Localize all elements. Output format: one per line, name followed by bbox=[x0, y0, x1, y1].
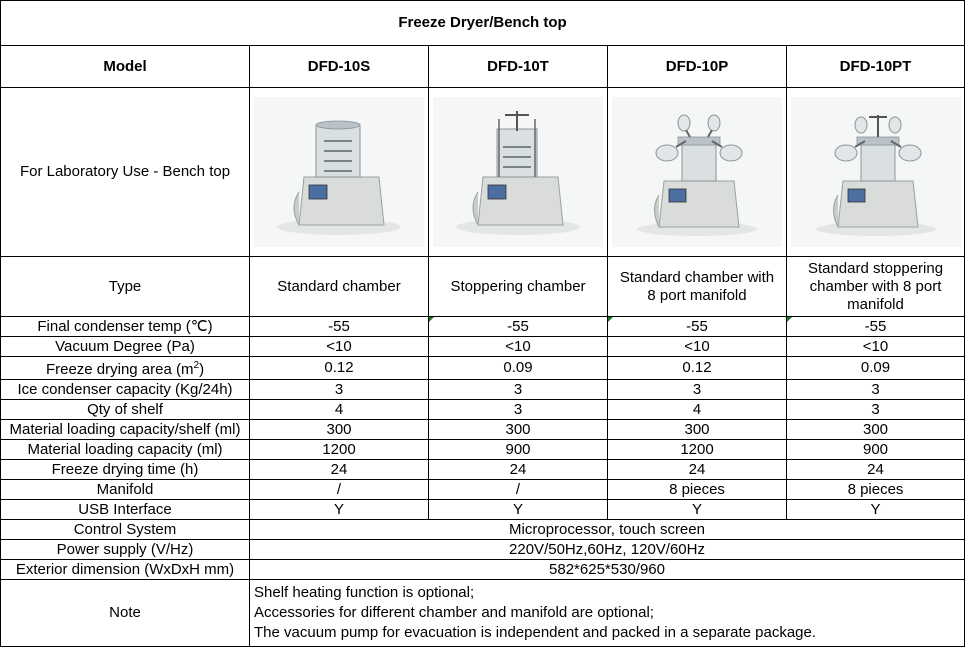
spec-value: <10 bbox=[787, 337, 965, 357]
spec-label-main: Freeze drying area (m bbox=[45, 361, 194, 378]
spec-label: Ice condenser capacity (Kg/24h) bbox=[1, 380, 250, 400]
spec-value: -55 bbox=[608, 317, 787, 337]
model-header-row bbox=[1, 46, 965, 88]
spec-value: -55 bbox=[250, 317, 429, 337]
product-image-cell bbox=[787, 88, 965, 257]
spec-value: 300 bbox=[787, 420, 965, 440]
spec-value: 900 bbox=[787, 440, 965, 460]
spec-value: Y bbox=[429, 500, 608, 520]
shared-value: Microprocessor, touch screen bbox=[250, 520, 965, 540]
spec-row bbox=[1, 460, 965, 480]
spec-value: 8 pieces bbox=[608, 480, 787, 500]
spec-value: 24 bbox=[787, 460, 965, 480]
note-content bbox=[250, 580, 965, 647]
type-value: Standard stoppering chamber with 8 port manifold bbox=[787, 257, 965, 317]
model-name: DFD-10T bbox=[429, 46, 608, 88]
spec-value: Y bbox=[787, 500, 965, 520]
spec-row bbox=[1, 380, 965, 400]
shared-label: Power supply (V/Hz) bbox=[1, 540, 250, 560]
model-name: DFD-10S bbox=[250, 46, 429, 88]
spec-row bbox=[1, 317, 965, 337]
shared-value: 582*625*530/960 bbox=[250, 560, 965, 580]
spec-value: 24 bbox=[429, 460, 608, 480]
spec-value: 24 bbox=[250, 460, 429, 480]
spec-value: <10 bbox=[250, 337, 429, 357]
type-value: Standard chamber bbox=[250, 257, 429, 317]
note-line: Accessories for different chamber and manifold are optional; bbox=[254, 604, 654, 621]
table-title: Freeze Dryer/Bench top bbox=[1, 1, 965, 46]
note-line: The vacuum pump for evacuation is independent and packed in a separate package. bbox=[254, 624, 817, 641]
spec-row bbox=[1, 500, 965, 520]
spec-value: 300 bbox=[429, 420, 608, 440]
model-name: DFD-10P bbox=[608, 46, 787, 88]
image-row-label: For Laboratory Use - Bench top bbox=[1, 88, 250, 257]
type-value: Stoppering chamber bbox=[429, 257, 608, 317]
spec-label-end: ) bbox=[199, 361, 205, 378]
spec-label: Material loading capacity/shelf (ml) bbox=[1, 420, 250, 440]
model-name: DFD-10PT bbox=[787, 46, 965, 88]
spec-label: Freeze drying time (h) bbox=[1, 460, 250, 480]
note-row bbox=[1, 580, 965, 647]
spec-label: USB Interface bbox=[1, 500, 250, 520]
spec-value: / bbox=[250, 480, 429, 500]
spec-value: 1200 bbox=[250, 440, 429, 460]
spec-row bbox=[1, 440, 965, 460]
freeze-dryer-manifold-icon bbox=[612, 97, 782, 247]
spec-label-sup: 2 bbox=[193, 360, 200, 371]
spec-row bbox=[1, 357, 965, 380]
spec-label: Final condenser temp (℃) bbox=[1, 317, 250, 337]
model-label: Model bbox=[1, 46, 250, 88]
spec-value: 300 bbox=[250, 420, 429, 440]
note-line: Shelf heating function is optional; bbox=[254, 584, 475, 601]
spec-value: 0.09 bbox=[787, 357, 965, 380]
shared-row bbox=[1, 520, 965, 540]
spec-value: / bbox=[429, 480, 608, 500]
image-row bbox=[1, 88, 965, 257]
spec-value: 3 bbox=[787, 380, 965, 400]
spec-label: Manifold bbox=[1, 480, 250, 500]
spec-value: 3 bbox=[250, 380, 429, 400]
freeze-dryer-stoppering-icon bbox=[433, 97, 603, 247]
spec-value: -55 bbox=[787, 317, 965, 337]
spec-value: 3 bbox=[429, 380, 608, 400]
spec-value: -55 bbox=[429, 317, 608, 337]
spec-value: 1200 bbox=[608, 440, 787, 460]
spec-row bbox=[1, 480, 965, 500]
spec-label: Qty of shelf bbox=[1, 400, 250, 420]
product-image-cell bbox=[608, 88, 787, 257]
spec-value: 3 bbox=[608, 380, 787, 400]
shared-value: 220V/50Hz,60Hz, 120V/60Hz bbox=[250, 540, 965, 560]
spec-value: 4 bbox=[250, 400, 429, 420]
spec-value: 900 bbox=[429, 440, 608, 460]
shared-label: Exterior dimension (WxDxH mm) bbox=[1, 560, 250, 580]
product-image-cell bbox=[429, 88, 608, 257]
freeze-dryer-stoppering-manifold-icon bbox=[791, 97, 961, 247]
type-row bbox=[1, 257, 965, 317]
spec-value: 24 bbox=[608, 460, 787, 480]
spec-label: Material loading capacity (ml) bbox=[1, 440, 250, 460]
note-label: Note bbox=[1, 580, 250, 647]
shared-row bbox=[1, 560, 965, 580]
spec-value: 3 bbox=[787, 400, 965, 420]
spec-value: 3 bbox=[429, 400, 608, 420]
spec-value: 0.09 bbox=[429, 357, 608, 380]
spec-value: 8 pieces bbox=[787, 480, 965, 500]
spec-value: 300 bbox=[608, 420, 787, 440]
type-value: Standard chamber with 8 port manifold bbox=[608, 257, 787, 317]
spec-value: <10 bbox=[608, 337, 787, 357]
spec-label bbox=[1, 357, 250, 380]
spec-value: 4 bbox=[608, 400, 787, 420]
spec-value: Y bbox=[250, 500, 429, 520]
shared-row bbox=[1, 540, 965, 560]
spec-value: 0.12 bbox=[250, 357, 429, 380]
spec-row bbox=[1, 337, 965, 357]
freeze-dryer-standard-icon bbox=[254, 97, 424, 247]
shared-label: Control System bbox=[1, 520, 250, 540]
spec-value: <10 bbox=[429, 337, 608, 357]
spec-label: Vacuum Degree (Pa) bbox=[1, 337, 250, 357]
type-label: Type bbox=[1, 257, 250, 317]
product-image-cell bbox=[250, 88, 429, 257]
spec-row bbox=[1, 400, 965, 420]
spec-value: Y bbox=[608, 500, 787, 520]
spec-row bbox=[1, 420, 965, 440]
spec-value: 0.12 bbox=[608, 357, 787, 380]
title-row bbox=[1, 1, 965, 46]
